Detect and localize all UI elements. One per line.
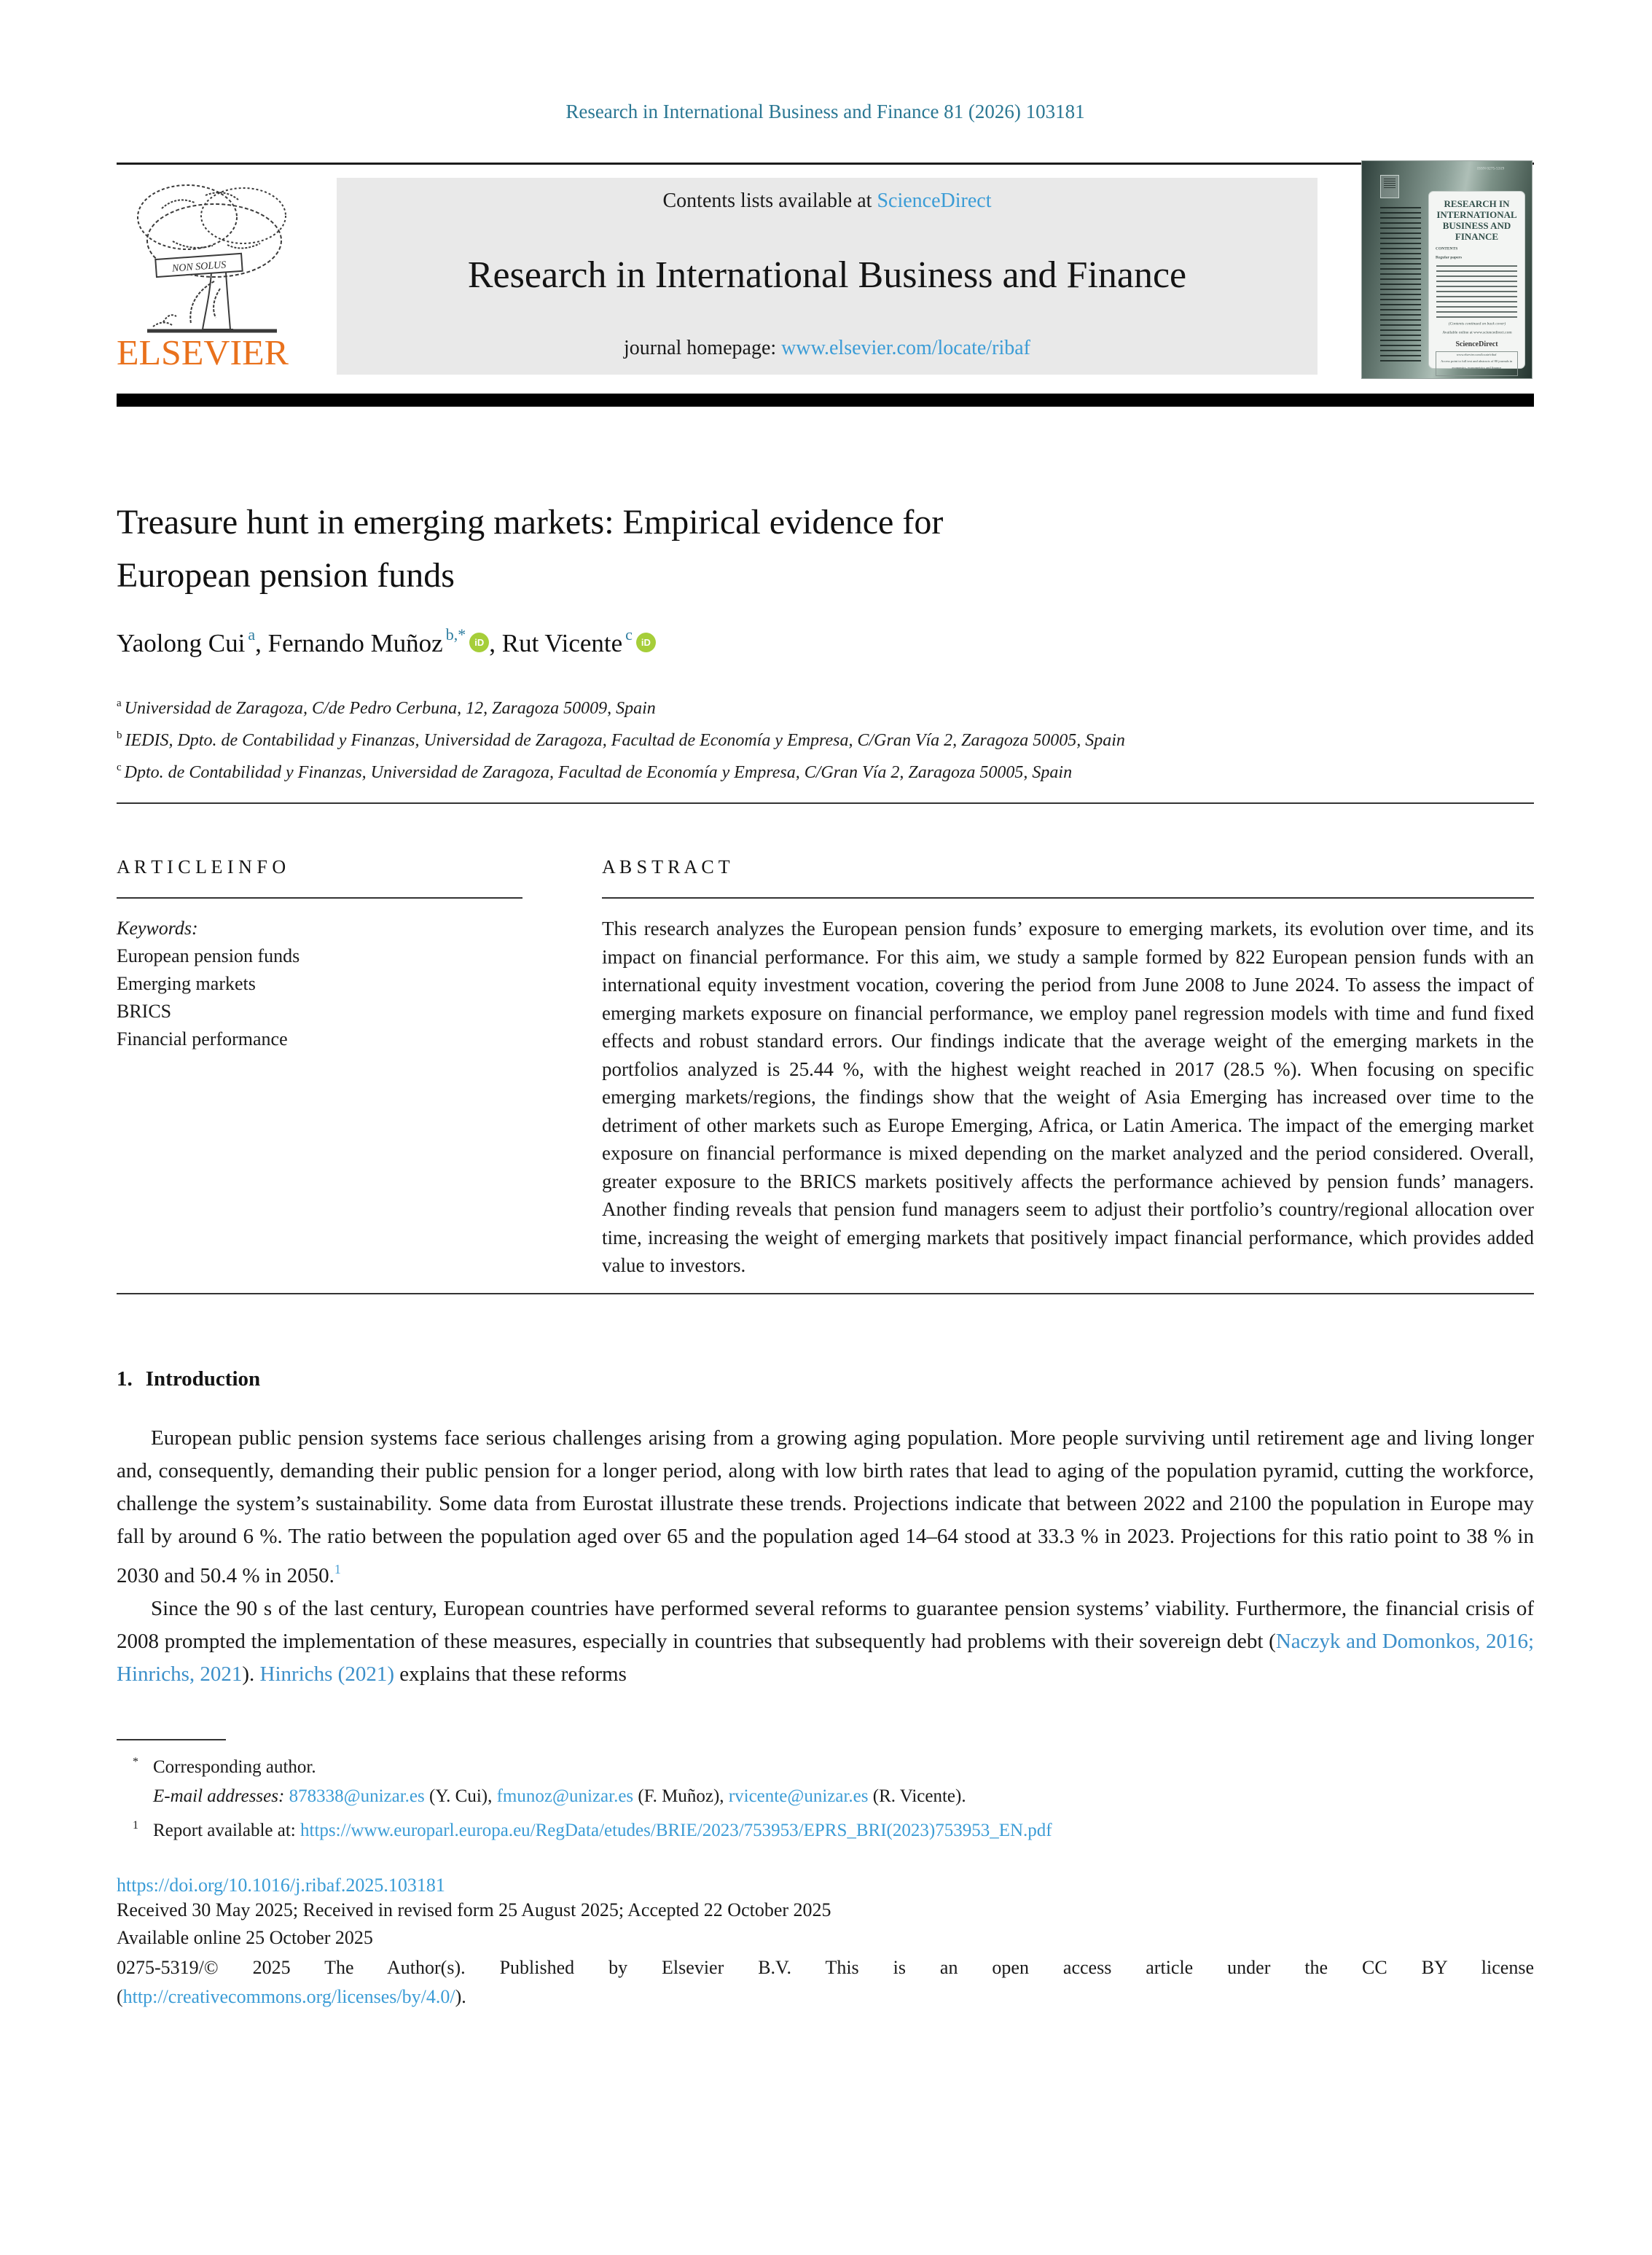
cover-regular-papers-label: Regular papers	[1436, 255, 1463, 259]
author-2-affiliation-sup: b,*	[445, 625, 466, 644]
email-addresses-line	[117, 1782, 1534, 1811]
section-heading-introduction	[117, 1367, 1534, 1391]
affiliation-a-text: Universidad de Zaragoza, C/de Pedro Cerbuna, 12, Zaragoza 50009, Spain	[124, 699, 656, 718]
text-segment: explains that these reforms	[394, 1662, 627, 1686]
cover-white-panel	[1428, 191, 1525, 369]
journal-homepage-prefix: journal homepage:	[624, 337, 782, 359]
corresponding-author-marker: *	[133, 1755, 138, 1768]
author-2	[267, 625, 490, 657]
article-title-line1: Treasure hunt in emerging markets: Empirical evidence for	[117, 503, 944, 542]
article-title-line2: European pension funds	[117, 556, 455, 595]
available-online-line: Available online 25 October 2025	[117, 1926, 373, 1948]
cover-available-note: Available online at www.sciencedirect.com	[1441, 330, 1512, 335]
elsevier-tree-icon	[118, 179, 304, 336]
list-item: Emerging markets	[117, 973, 256, 994]
doi-link[interactable]: https://doi.org/10.1016/j.ribaf.2025.103181	[117, 1874, 445, 1896]
abstract-text: This research analyzes the European pension funds’ exposure to emerging markets, its evolution over time, and its impact on financial performance. For this aim, we study a sample formed by 822 European pension funds with an international equity investment vocation, covering the period from June 2008 to June 2024. To assess the impact of emerging markets exposure on financial performance, we employ panel regression models with time and fund fixed effects and robust standard errors. Our findings indicate that the average weight of the emerging markets in the portfolios analyzed is 25.44 %, with the highest weight reached in 2017 (28.5 %). When focusing on specific emerging markets/regions, the findings show that the weight of Asia Emerging has increased over time to the detriment of other markets such as Europe Emerging, Africa, or Latin America. The impact of the emerging market exposure on financial performance is mixed depending on the market analyzed and the period considered. Overall, greater exposure to the BRICS markets positively affects the performance achieved by pension funds’ managers. Another finding reveals that pension fund managers seem to adjust their portfolio’s country/regional allocation over time, increasing the weight of emerging markets that positively impact financial performance, which provides added value to investors.	[602, 918, 1534, 1276]
text-link[interactable]: https://www.europarl.europa.eu/RegData/etudes/BRIE/2023/753953/EPRS_BRI(2023)753953_EN.pdf	[300, 1820, 1052, 1840]
non-solus-label: NON SOLUS	[171, 259, 227, 275]
author-1	[117, 625, 256, 657]
abstract-header: A B S T R A C T	[602, 856, 730, 878]
text-segment: Since the 90 s of the last century, European countries have performed several reforms to guarantee pension systems’ viability. Furthermore, the financial crisis of 2008 prompted the implementation of these measures, especially in countries that subsequently had problems with their sovereign debt (	[117, 1596, 1534, 1653]
cover-contents-label: CONTENTS	[1436, 246, 1458, 251]
banner-black-bar	[117, 394, 1534, 407]
author-separator: ,	[489, 629, 502, 657]
orcid-icon[interactable]: iD	[636, 633, 656, 652]
text-segment: ).	[242, 1662, 260, 1686]
keywords-list	[117, 942, 522, 1053]
text-link[interactable]: 878338@unizar.es	[289, 1786, 425, 1806]
list-item: Access point to full text and abstracts of 80 journals in	[1441, 359, 1513, 364]
cover-editor-list	[1380, 207, 1421, 363]
top-rule	[117, 163, 1534, 165]
intro-paragraph-1-text: European public pension systems face serious challenges arising from a growing aging population. More people surviving until retirement age and living longer and, consequently, demanding their public pension for a longer period, along with low birth rates that lead to aging of the population pyramid, cutting the workforce, challenge the system’s sustainability. Some data from Eurostat illustrate these trends. Projections indicate that between 2022 and 2100 the population in Europe may fall by around 6 %. The ratio between the population aged over 65 and the population aged 14–64 stood at 33.3 % in 2023. Projections for this ratio point to 38 % in 2030 and 50.4 % in 2050.	[117, 1426, 1534, 1587]
contents-lists-line	[337, 189, 1318, 213]
keywords-label: Keywords:	[117, 918, 198, 939]
abstract-rule	[602, 897, 1534, 899]
affiliation-c-sup: c	[117, 762, 122, 773]
elsevier-logo	[117, 179, 335, 375]
affiliation-b-sup: b	[117, 730, 122, 741]
affiliation-a-sup: a	[117, 697, 122, 709]
text-segment: Report available at:	[153, 1820, 301, 1840]
author-1-name: Yaolong Cui	[117, 629, 246, 657]
text-segment: (Y. Cui),	[424, 1786, 497, 1806]
cover-footer-box	[1436, 351, 1518, 376]
received-dates-line: Received 30 May 2025; Received in revised form 25 August 2025; Accepted 22 October 2025	[117, 1899, 831, 1920]
list-item: BRICS	[117, 1001, 172, 1022]
intro-paragraph-2	[117, 1592, 1534, 1691]
text-segment: E-mail addresses:	[153, 1786, 289, 1806]
corresponding-author-text: Corresponding author.	[153, 1756, 316, 1777]
text-link[interactable]: fmunoz@unizar.es	[496, 1786, 634, 1806]
author-separator: ,	[255, 629, 268, 657]
abstract-bottom-rule	[117, 1293, 1534, 1294]
text-segment: (F. Muñoz),	[633, 1786, 729, 1806]
list-item: RESEARCH IN	[1444, 198, 1510, 209]
journal-cover-thumbnail	[1361, 160, 1532, 379]
author-1-affiliation-sup: a	[248, 625, 256, 644]
author-3-name: Rut Vicente	[501, 629, 623, 657]
cover-elsevier-mini-logo-icon	[1380, 175, 1399, 198]
article-title	[117, 496, 1534, 602]
journal-homepage-link[interactable]: www.elsevier.com/locate/ribaf	[781, 337, 1030, 359]
affiliation-c	[117, 754, 1534, 786]
affiliation-a	[117, 690, 1534, 722]
abstract-column	[602, 856, 1534, 1280]
article-info-column	[117, 856, 522, 1280]
affiliation-b	[117, 722, 1534, 754]
copyright-line1: 0275-5319/© 2025 The Author(s). Published by Elsevier B.V. This is an open access article under the CC BY license	[117, 1956, 1534, 1978]
journal-citation-header: Research in International Business and Finance 81 (2026) 103181	[565, 101, 1085, 122]
author-2-name: Fernando Muñoz	[267, 629, 443, 657]
sciencedirect-link[interactable]: ScienceDirect	[877, 189, 992, 212]
cover-continued-note: (Contents continued on back cover)	[1448, 321, 1506, 326]
cover-journal-title	[1429, 198, 1524, 242]
article-info-rule	[117, 897, 522, 899]
author-3-affiliation-sup: c	[625, 625, 633, 644]
list-item: Financial performance	[117, 1028, 288, 1050]
list-item: FINANCE	[1455, 231, 1499, 242]
author-3	[501, 625, 656, 657]
cover-issn: ISSN 0275-5319	[1477, 166, 1505, 171]
list-item: BUSINESS AND	[1442, 220, 1511, 231]
section-number: 1.	[117, 1367, 133, 1391]
copyright-line2	[117, 1982, 1534, 2012]
corresponding-author-note	[117, 1748, 1534, 1782]
text-segment: (	[117, 1985, 123, 2007]
text-segment: ).	[455, 1985, 466, 2007]
list-item: economics, econometrics and finance	[1452, 366, 1502, 370]
affiliation-b-text: IEDIS, Dpto. de Contabilidad y Finanzas, Universidad de Zaragoza, Facultad de Economía y Empresa, C/Gran Vía 2, Zaragoza 50005, Spain	[125, 731, 1125, 750]
list-item: INTERNATIONAL	[1436, 209, 1517, 220]
banner-journal-title: Research in International Business and Finance	[467, 254, 1187, 296]
contents-lists-prefix: Contents lists available at	[662, 189, 877, 212]
footnote-ref-1[interactable]: 1	[334, 1561, 341, 1576]
affiliation-c-text: Dpto. de Contabilidad y Finanzas, Universidad de Zaragoza, Facultad de Economía y Empresa, C/Gran Vía 2, Zaragoza 50005, Spain	[124, 763, 1073, 782]
report-footnote	[117, 1811, 1534, 1845]
banner-gray-box	[337, 178, 1318, 375]
journal-banner	[117, 166, 1534, 375]
list-item: www.elsevier.com/locate/ribaf	[1457, 353, 1497, 357]
text-link[interactable]: Hinrichs (2021)	[259, 1662, 394, 1686]
text-segment: (R. Vicente).	[868, 1786, 966, 1806]
cover-contents-list	[1436, 265, 1517, 319]
section-title: Introduction	[145, 1367, 261, 1391]
affiliations	[117, 690, 1534, 786]
section-rule	[117, 802, 1534, 804]
journal-homepage-line	[337, 337, 1318, 360]
cover-sciencedirect-label: ScienceDirect	[1455, 340, 1498, 348]
info-abstract-block	[117, 856, 1534, 1280]
footnote-rule	[117, 1739, 226, 1740]
elsevier-wordmark: ELSEVIER	[117, 332, 289, 372]
report-footnote-marker: 1	[133, 1818, 138, 1832]
list-item: European pension funds	[117, 945, 300, 966]
author-line	[117, 625, 1534, 658]
intro-paragraph-1	[117, 1422, 1534, 1592]
article-info-header: A R T I C L E I N F O	[117, 856, 286, 878]
text-link[interactable]: http://creativecommons.org/licenses/by/4.0/	[122, 1985, 455, 2007]
orcid-icon[interactable]: iD	[469, 633, 489, 652]
footnotes	[117, 1748, 1534, 1845]
report-footnote-text	[153, 1821, 1052, 1840]
text-link[interactable]: Naczyk and Domonkos, 2016; Hinrichs, 2021	[117, 1629, 1534, 1686]
text-link[interactable]: rvicente@unizar.es	[728, 1786, 869, 1806]
